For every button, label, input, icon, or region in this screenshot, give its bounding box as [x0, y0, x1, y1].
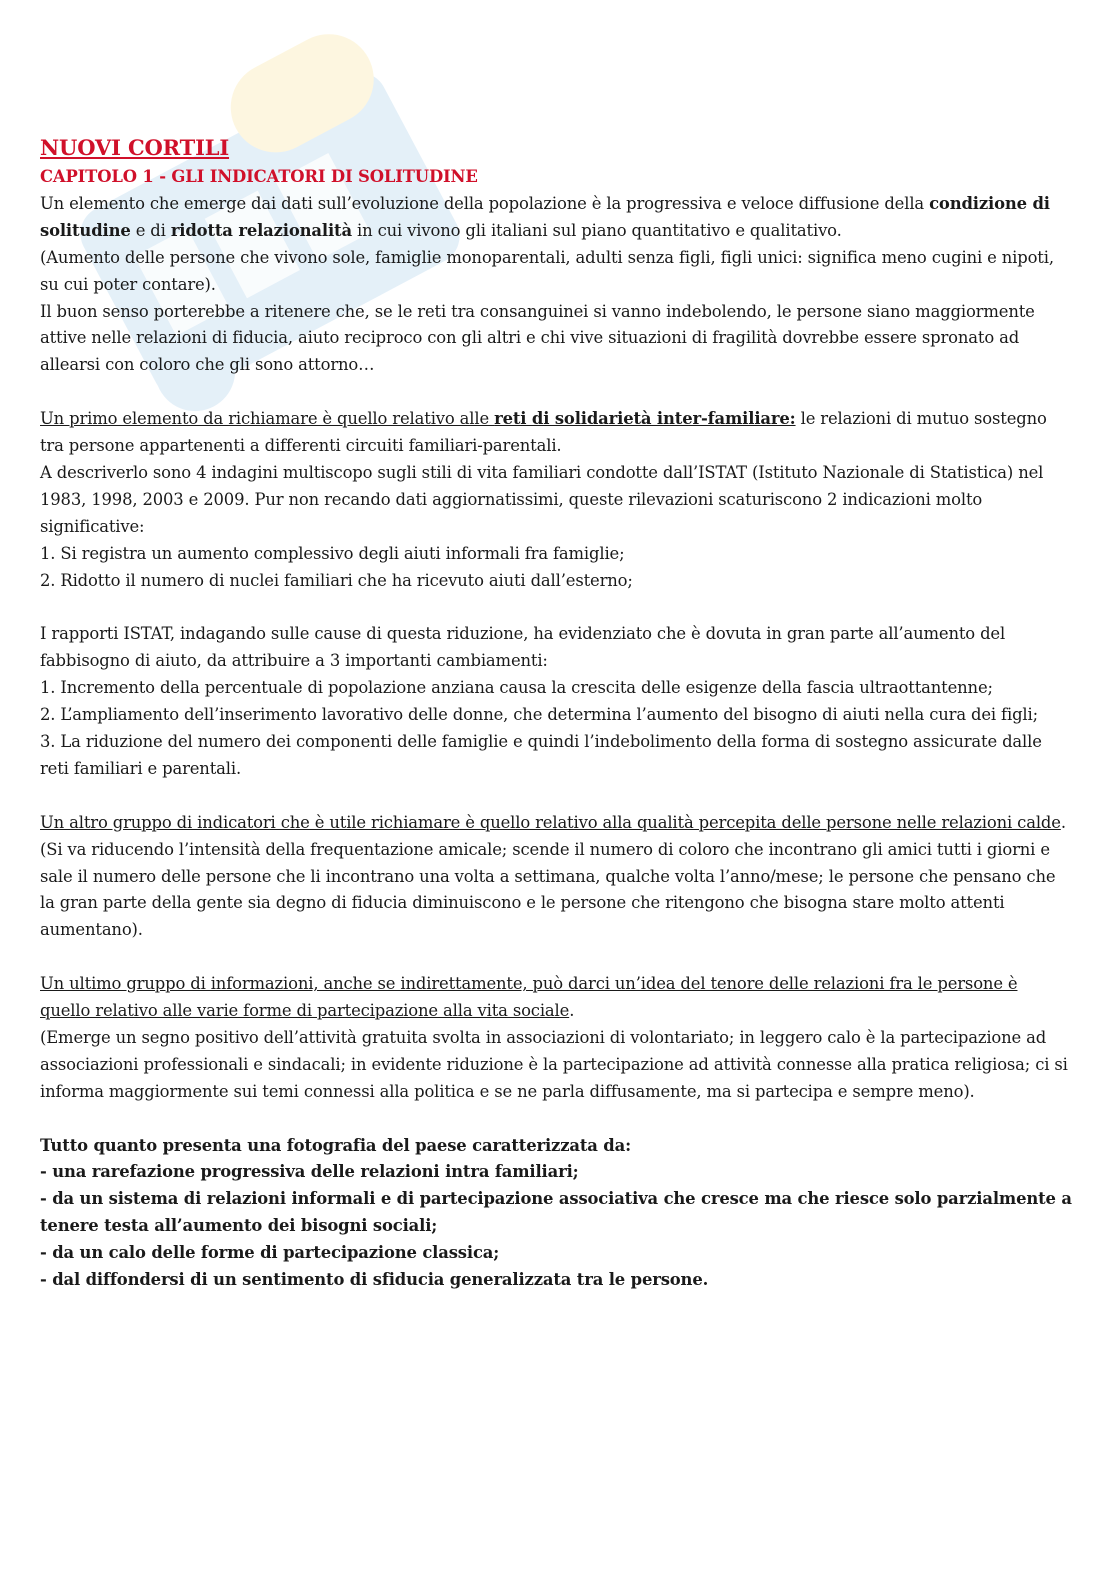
text-line: associazioni professionali e sindacali; in evidente riduzione è la partecipazione ad attività connesse alla pratica religiosa; ci si: [40, 1054, 1068, 1074]
text-line: significative:: [40, 516, 145, 536]
text-span: in cui vivono gli italiani sul piano quantitativo e qualitativo.: [351, 220, 842, 240]
text-line: (Emerge un segno positivo dell’attività gratuita svolta in associazioni di volontariato; in leggero calo è la partecipazione ad: [40, 1027, 1047, 1047]
bold-term: solitudine: [40, 220, 131, 240]
text-line: aumentano).: [40, 920, 143, 940]
paragraph-istat-causes: [40, 621, 1080, 782]
list-item: 2. L’ampliamento dell’inserimento lavorativo delle donne, che determina l’aumento del bisogno di aiuti nella cura dei figli;: [40, 705, 1038, 725]
text-line: [40, 218, 1080, 245]
text-line: informa maggiormente sui temi connessi alla politica e se ne parla diffusamente, ma si partecipa e sempre meno).: [40, 1081, 975, 1101]
text-span: .: [569, 1001, 575, 1021]
document-body: [40, 132, 1080, 1294]
text-line: Tutto quanto presenta una fotografia del paese caratterizzata da:: [40, 1135, 631, 1155]
list-item: - dal diffondersi di un sentimento di sfiducia generalizzata tra le persone.: [40, 1270, 709, 1290]
text-line: su cui poter contare).: [40, 274, 216, 294]
text-line: I rapporti ISTAT, indagando sulle cause di questa riduzione, ha evidenziato che è dovuta in gran parte all’aumento del: [40, 624, 1006, 644]
list-item: 1. Si registra un aumento complessivo degli aiuti informali fra famiglie;: [40, 543, 625, 563]
list-item: 2. Ridotto il numero di nuclei familiari che ha ricevuto aiuti dall’esterno;: [40, 570, 633, 590]
text-span: le relazioni di mutuo sostegno: [795, 409, 1047, 429]
underlined-text: Un primo elemento da richiamare è quello relativo alle: [40, 409, 495, 429]
spacer: [40, 594, 1080, 621]
text-line: [40, 998, 1080, 1025]
list-item: 1. Incremento della percentuale di popolazione anziana causa la crescita delle esigenze della fascia ultraottantenne;: [40, 678, 993, 698]
text-line: [40, 191, 1080, 218]
underlined-text: quello relativo alle varie forme di partecipazione alla vita sociale: [40, 1001, 570, 1021]
bold-term: ridotta relazionalità: [170, 220, 352, 240]
bold-term: condizione di: [929, 193, 1050, 213]
list-item: 3. La riduzione del numero dei componenti delle famiglie e quindi l’indebolimento della forma di sostegno assicurate dalle: [40, 732, 1042, 751]
text-line: Il buon senso porterebbe a ritenere che, se le reti tra consanguinei si vanno indebolendo, le persone siano maggiormente: [40, 301, 1035, 321]
text-line: la gran parte della gente sia degno di fiducia diminuiscono e le persone che ritengono che bisogna stare molto attenti: [40, 893, 1005, 913]
list-item: - una rarefazione progressiva delle relazioni intra familiari;: [40, 1162, 579, 1182]
paragraph-summary: [40, 1133, 1080, 1294]
paragraph-intro: [40, 191, 1080, 379]
text-line: allearsi con coloro che gli sono attorno…: [40, 355, 375, 375]
paragraph-participation: [40, 971, 1080, 1106]
underlined-text: Un altro gruppo di indicatori che è utile richiamare è quello relativo alla qualità percepita delle persone nelle relazioni calde: [40, 812, 1061, 832]
bold-term: reti di solidarietà inter-familiare:: [494, 409, 796, 429]
text-span: .: [1060, 812, 1066, 832]
text-line: tra persone appartenenti a differenti circuiti familiari-parentali.: [40, 436, 562, 456]
text-line: attive nelle relazioni di fiducia, aiuto reciproco con gli altri e chi vive situazioni di fragilità dovrebbe essere spronato ad: [40, 328, 1020, 348]
document-title: NUOVI CORTILI: [40, 135, 230, 160]
spacer: [40, 1106, 1080, 1133]
paragraph-perceived-quality: [40, 810, 1080, 945]
paragraph-solidarity: [40, 406, 1080, 594]
text-line: (Si va riducendo l’intensità della frequentazione amicale; scende il numero di coloro che incontrano gli amici tutti i giorni e: [40, 839, 1050, 859]
text-line: tenere testa all’aumento dei bisogni sociali;: [40, 1216, 438, 1236]
text-line: [40, 810, 1080, 837]
text-span: e di: [130, 220, 171, 240]
spacer: [40, 944, 1080, 971]
text-line: [40, 406, 1080, 433]
text-line: fabbisogno di aiuto, da attribuire a 3 importanti cambiamenti:: [40, 651, 548, 671]
text-line: reti familiari e parentali.: [40, 758, 242, 778]
list-item: - da un sistema di relazioni informali e di partecipazione associativa che cresce ma che riesce solo parzialmente a: [40, 1189, 1072, 1209]
spacer: [40, 783, 1080, 810]
chapter-heading: CAPITOLO 1 - GLI INDICATORI DI SOLITUDINE: [40, 167, 478, 186]
text-line: 1983, 1998, 2003 e 2009. Pur non recando dati aggiornatissimi, queste rilevazioni scaturiscono 2 indicazioni molto: [40, 489, 983, 509]
text-line: sale il numero delle persone che li incontrano una volta a settimana, qualche volta l’anno/mese; le persone che pensano che: [40, 866, 1056, 886]
spacer: [40, 379, 1080, 406]
text-line: (Aumento delle persone che vivono sole, famiglie monoparentali, adulti senza figli, figli unici: significa meno cugini e nipoti,: [40, 247, 1054, 267]
text-line: A descriverlo sono 4 indagini multiscopo sugli stili di vita familiari condotte dall’ISTAT (Istituto Nazionale di Statistica) nel: [40, 462, 1044, 482]
text-span: Un elemento che emerge dai dati sull’evoluzione della popolazione è la progressiva e veloce diffusione della: [40, 193, 930, 213]
list-item: - da un calo delle forme di partecipazione classica;: [40, 1243, 500, 1263]
underlined-text: Un ultimo gruppo di informazioni, anche se indirettamente, può darci un’idea del tenore delle relazioni fra le persone è: [40, 974, 1018, 994]
